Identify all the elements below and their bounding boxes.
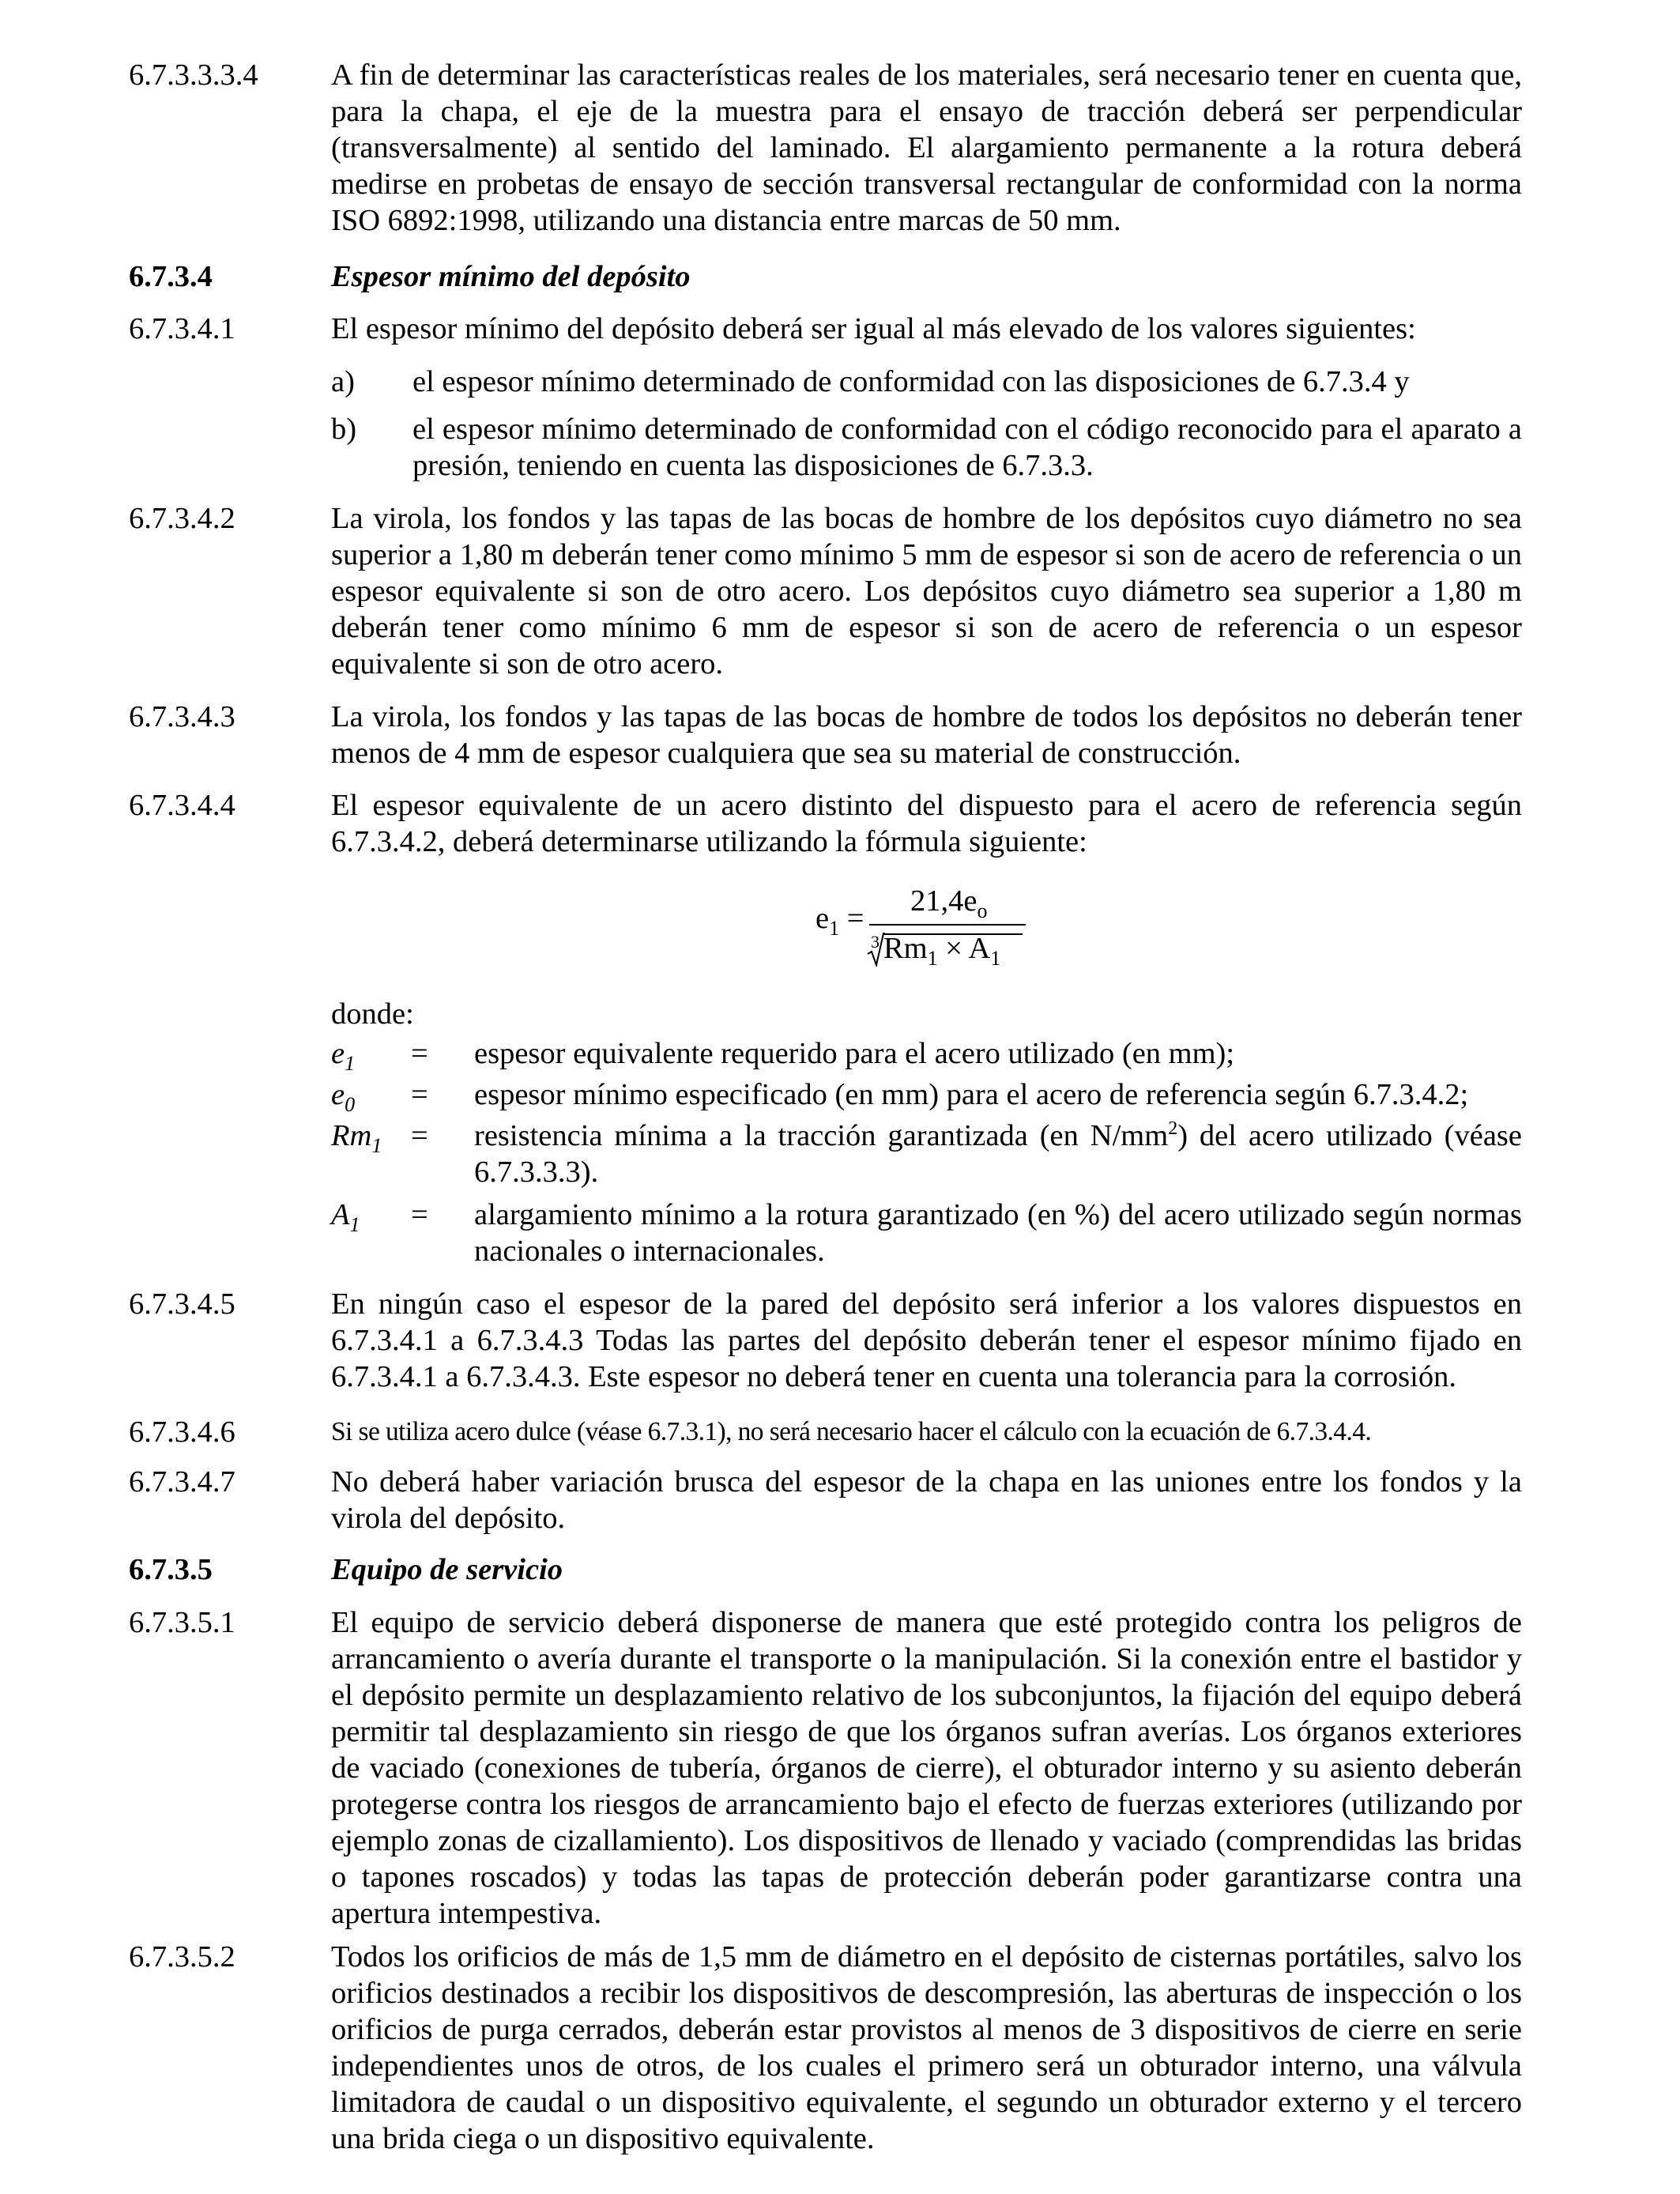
paragraph-text: Todos los orificios de más de 1,5 mm de diámetro en el depósito de cisternas portátiles, salvo los orificios destinados a recibir los dispositivos de descompresión, las aberturas de inspección o los orificios de purga cerrados, deberán estar provistos al menos de 3 dispositivos de cierre en serie independientes unos de otros, de los cuales el primero será un obturador interno, una válvula limitadora de caudal o un dispositivo equivalente, el segundo un obturador externo y el tercero una brida ciega o un dispositivo equivalente. <box>331 1940 1522 2155</box>
paragraph-number: 6.7.3.4.3 <box>129 700 235 733</box>
paragraph-text: El espesor mínimo del depósito deberá ser igual al más elevado de los valores siguientes: <box>331 312 1416 345</box>
definition-symbol: $e_0$ <box>331 1078 356 1116</box>
definition-text: espesor mínimo especificado (en mm) para el acero de referencia según 6.7.3.4.2; <box>474 1078 1469 1111</box>
paragraph-number: 6.7.3.4.5 <box>129 1287 235 1321</box>
definition-equals: = <box>411 1037 428 1070</box>
paragraph-number: 6.7.3.4.4 <box>129 789 235 822</box>
equivalent-thickness-formula <box>0 883 1680 986</box>
list-item-label: b) <box>331 413 357 446</box>
paragraph-number: 6.7.3.4.2 <box>129 502 235 535</box>
definition-equals: = <box>411 1078 428 1111</box>
paragraph-number: 6.7.3.4.7 <box>129 1465 235 1498</box>
list-item-text: el espesor mínimo determinado de conformidad con las disposiciones de 6.7.3.4 y <box>412 365 1410 398</box>
formula-lhs: $e_1$ = <box>816 902 864 940</box>
formula-numerator: $21,4e_o$ <box>910 884 988 922</box>
paragraph-text: No deberá haber variación brusca del espesor de la chapa en las uniones entre los fondos y la virola del depósito. <box>331 1465 1522 1535</box>
definition-equals: = <box>411 1119 428 1152</box>
paragraph-text: Si se utiliza acero dulce (véase 6.7.3.1), no será necesario hacer el cálculo con la ecuación de 6.7.3.4.4. <box>331 1417 1372 1446</box>
section-number: 6.7.3.4 <box>129 260 213 293</box>
definition-text: resistencia mínima a la tracción garantizada (en $N/mm^2$) del acero utilizado (véase 6.7.3.3.3). <box>474 1118 1522 1189</box>
paragraph-text: La virola, los fondos y las tapas de las bocas de hombre de todos los depósitos no deberán tener menos de 4 mm de espesor cualquiera que sea su material de construcción. <box>331 700 1522 770</box>
fraction-bar <box>869 924 1026 925</box>
paragraph-text: En ningún caso el espesor de la pared del depósito será inferior a los valores dispuestos en 6.7.3.4.1 a 6.7.3.4.3 Todas las partes del depósito deberán tener el espesor mínimo fijado en 6.7.3.4.1 a 6.7.3.4.3. Este espesor no deberá tener en cuenta una tolerancia para la corrosión. <box>331 1287 1522 1393</box>
root-index: 3 <box>871 932 880 952</box>
paragraph-number: 6.7.3.4.1 <box>129 312 235 345</box>
paragraph-number: 6.7.3.4.6 <box>129 1416 235 1449</box>
definition-symbol: $A_1$ <box>331 1198 360 1236</box>
where-label-text: donde: <box>331 997 414 1031</box>
paragraph-number: 6.7.3.5.2 <box>129 1940 235 1973</box>
list-item-text: el espesor mínimo determinado de conformidad con el código reconocido para el aparato a presión, teniendo en cuenta las disposiciones de 6.7.3.3. <box>412 413 1522 482</box>
formula-denominator: $Rm_1 \times A_1$ <box>883 932 1001 970</box>
section-title: Equipo de servicio <box>331 1553 563 1586</box>
paragraph-text: El equipo de servicio deberá disponerse de manera que esté protegido contra los peligros de arrancamiento o avería durante el transporte o la manipulación. Si la conexión entre el bastidor y el depósito permite un desplazamiento relativo de los subconjuntos, la fijación del equipo deberá permitir tal desplazamiento sin riesgo de que los órganos sufran averías. Los órganos exteriores de vaciado (conexiones de tubería, órganos de cierre), el obturador interno y su asiento deberán protegerse contra los riesgos de arrancamiento bajo el efecto de fuerzas exteriores (utilizando por ejemplo zonas de cizallamiento). Los dispositivos de llenado y vaciado (comprendidas las bridas o tapones roscados) y todas las tapas de protección deberán poder garantizarse contra una apertura intempestiva. <box>331 1606 1522 1930</box>
paragraph-text: El espesor equivalente de un acero distinto del dispuesto para el acero de referencia según 6.7.3.4.2, deberá determinarse utilizando la fórmula siguiente: <box>331 789 1522 858</box>
section-title: Espesor mínimo del depósito <box>331 260 691 293</box>
paragraph-text: La virola, los fondos y las tapas de las bocas de hombre de los depósitos cuyo diámetro no sea superior a 1,80 m deberán tener como mínimo 5 mm de espesor si son de acero de referencia o un espesor equivalente si son de otro acero. Los depósitos cuyo diámetro sea superior a 1,80 m deberán tener como mínimo 6 mm de espesor si son de acero de referencia o un espesor equivalente si son de otro acero. <box>331 502 1522 680</box>
paragraph-text: A fin de determinar las características reales de los materiales, será necesario tener en cuenta que, para la chapa, el eje de la muestra para el ensayo de tracción deberá ser perpendicular (transversalmente) al sentido del laminado. El alargamiento permanente a la rotura deberá medirse en probetas de ensayo de sección transversal rectangular de conformidad con la norma ISO 6892:1998, utilizando una distancia entre marcas de 50 mm. <box>331 58 1522 237</box>
paragraph-number: 6.7.3.3.3.4 <box>129 58 258 92</box>
definition-symbol: $e_1$ <box>331 1037 356 1075</box>
paragraph-number: 6.7.3.5.1 <box>129 1606 235 1639</box>
list-item-label: a) <box>331 365 355 398</box>
section-number: 6.7.3.5 <box>129 1553 213 1586</box>
definition-symbol: $Rm_1$ <box>331 1119 382 1157</box>
definition-text: alargamiento mínimo a la rotura garantizado (en %) del acero utilizado según normas nacionales o internacionales. <box>474 1198 1522 1268</box>
definition-text: espesor equivalente requerido para el acero utilizado (en mm); <box>474 1037 1235 1070</box>
definition-equals: = <box>411 1198 428 1231</box>
